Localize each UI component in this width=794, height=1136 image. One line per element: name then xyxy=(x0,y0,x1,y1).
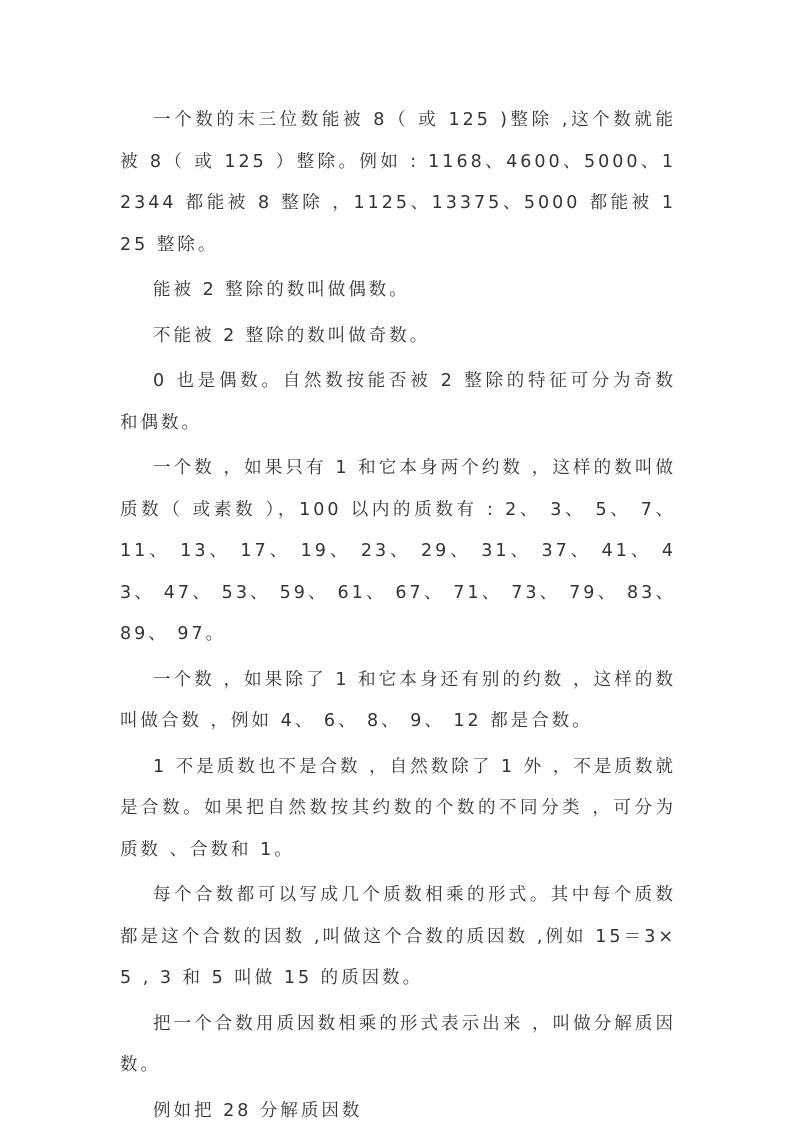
paragraph-odd-definition: 不能被 2 整除的数叫做奇数。 xyxy=(153,325,431,346)
paragraph-factorization-definition: 把一个合数用质因数相乘的形式表示出来 ，叫做分解质因数。 xyxy=(120,1013,676,1075)
paragraph-example-28: 例如把 28 分解质因数 xyxy=(153,1100,363,1121)
paragraph-composite-definition: 一个数 ，如果除了 1 和它本身还有别的约数 ，这样的数叫做合数 ，例如 4、 6、 8、 9、 12 都是合数。 xyxy=(120,669,676,731)
paragraph-prime-definition: 一个数 ，如果只有 1 和它本身两个约数 ，这样的数叫做质数（ 或素数 ），100 以内的质数有 : 2、 3、 5、 7、 11、 13、 17、 19、 23、 29、 31、 37、 41、 43、 47、 53、 59、 61、 67、 71、 73、 79、 83、 89、 97。 xyxy=(120,458,676,644)
paragraph-prime-factors: 每个合数都可以写成几个质数相乘的形式。其中每个质数都是这个合数的因数 ,叫做这个合数的质因数 ,例如 15＝3×5 , 3 和 5 叫做 15 的质因数。 xyxy=(120,885,676,988)
paragraph-even-definition: 能被 2 整除的数叫做偶数。 xyxy=(153,280,410,300)
paragraph-divisible-by-8-125: 一个数的末三位数能被 8（ 或 125 )整除 ,这个数就能被 8（ 或 125 ）整除。例如 : 1168、4600、5000、12344 都能被 8 整除 ，1125、13375、5000 都能被 125 整除。 xyxy=(120,110,676,255)
paragraph-one-classification: 1 不是质数也不是合数 ，自然数除了 1 外 ，不是质数就是合数。如果把自然数按其约数的个数的不同分类 ，可分为质数 、合数和 1。 xyxy=(120,756,676,860)
document-body xyxy=(120,100,676,1136)
paragraph-zero-even: 0 也是偶数。自然数按能否被 2 整除的特征可分为奇数和偶数。 xyxy=(120,371,676,433)
